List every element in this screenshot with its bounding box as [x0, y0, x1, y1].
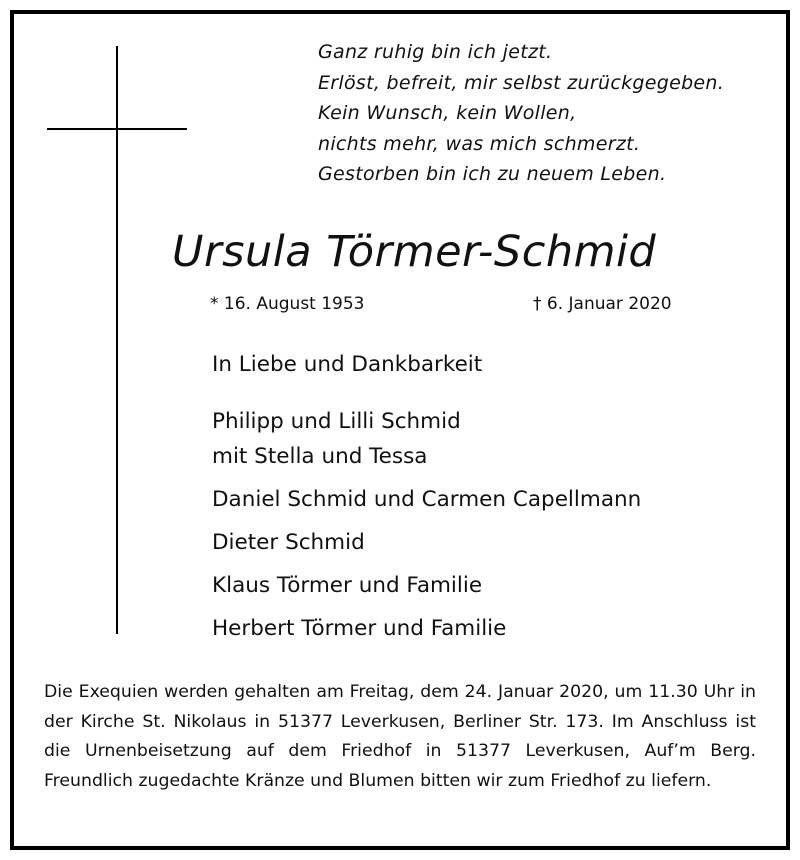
- mourner-line: Herbert Törmer und Familie: [212, 616, 507, 641]
- cross-vertical-bar: [116, 46, 118, 634]
- mourner-line: Klaus Törmer und Familie: [212, 573, 483, 598]
- poem-line: Gestorben bin ich zu neuem Leben.: [318, 163, 667, 185]
- mourner-line: Dieter Schmid: [212, 530, 365, 555]
- mourners-list: [212, 404, 641, 646]
- deceased-name: Ursula Törmer-Schmid: [172, 227, 657, 277]
- dedication: In Liebe und Dankbarkeit: [212, 352, 483, 377]
- poem: [318, 37, 778, 190]
- service-announcement: Die Exequien werden gehalten am Freitag, dem 24. Januar 2020, um 11.30 Uhr in der Kirche St. Nikolaus in 51377 Leverkusen, Berliner Str. 173. Im Anschluss ist die Urnenbeisetzung auf dem Friedhof in 51377 Leverkusen, Auf’m Berg. Freundlich zugedachte Kränze und Blumen bitten wir zum Friedhof zu liefern.: [44, 682, 756, 791]
- poem-line: nichts mehr, was mich schmerzt.: [318, 132, 641, 155]
- mourner-line: Daniel Schmid und Carmen Capellmann: [212, 487, 642, 512]
- poem-line: Kein Wunsch, kein Wollen,: [318, 102, 577, 124]
- mourner-line: Philipp und Lilli Schmid: [212, 409, 461, 434]
- poem-line: Ganz ruhig bin ich jetzt.: [318, 41, 553, 63]
- birth-date: * 16. August 1953: [210, 294, 365, 314]
- poem-line: Erlöst, befreit, mir selbst zurückgegeben.: [318, 71, 725, 94]
- death-date: † 6. Januar 2020: [533, 294, 672, 314]
- mourner-line: mit Stella und Tessa: [212, 444, 428, 469]
- cross-horizontal-bar: [47, 128, 187, 130]
